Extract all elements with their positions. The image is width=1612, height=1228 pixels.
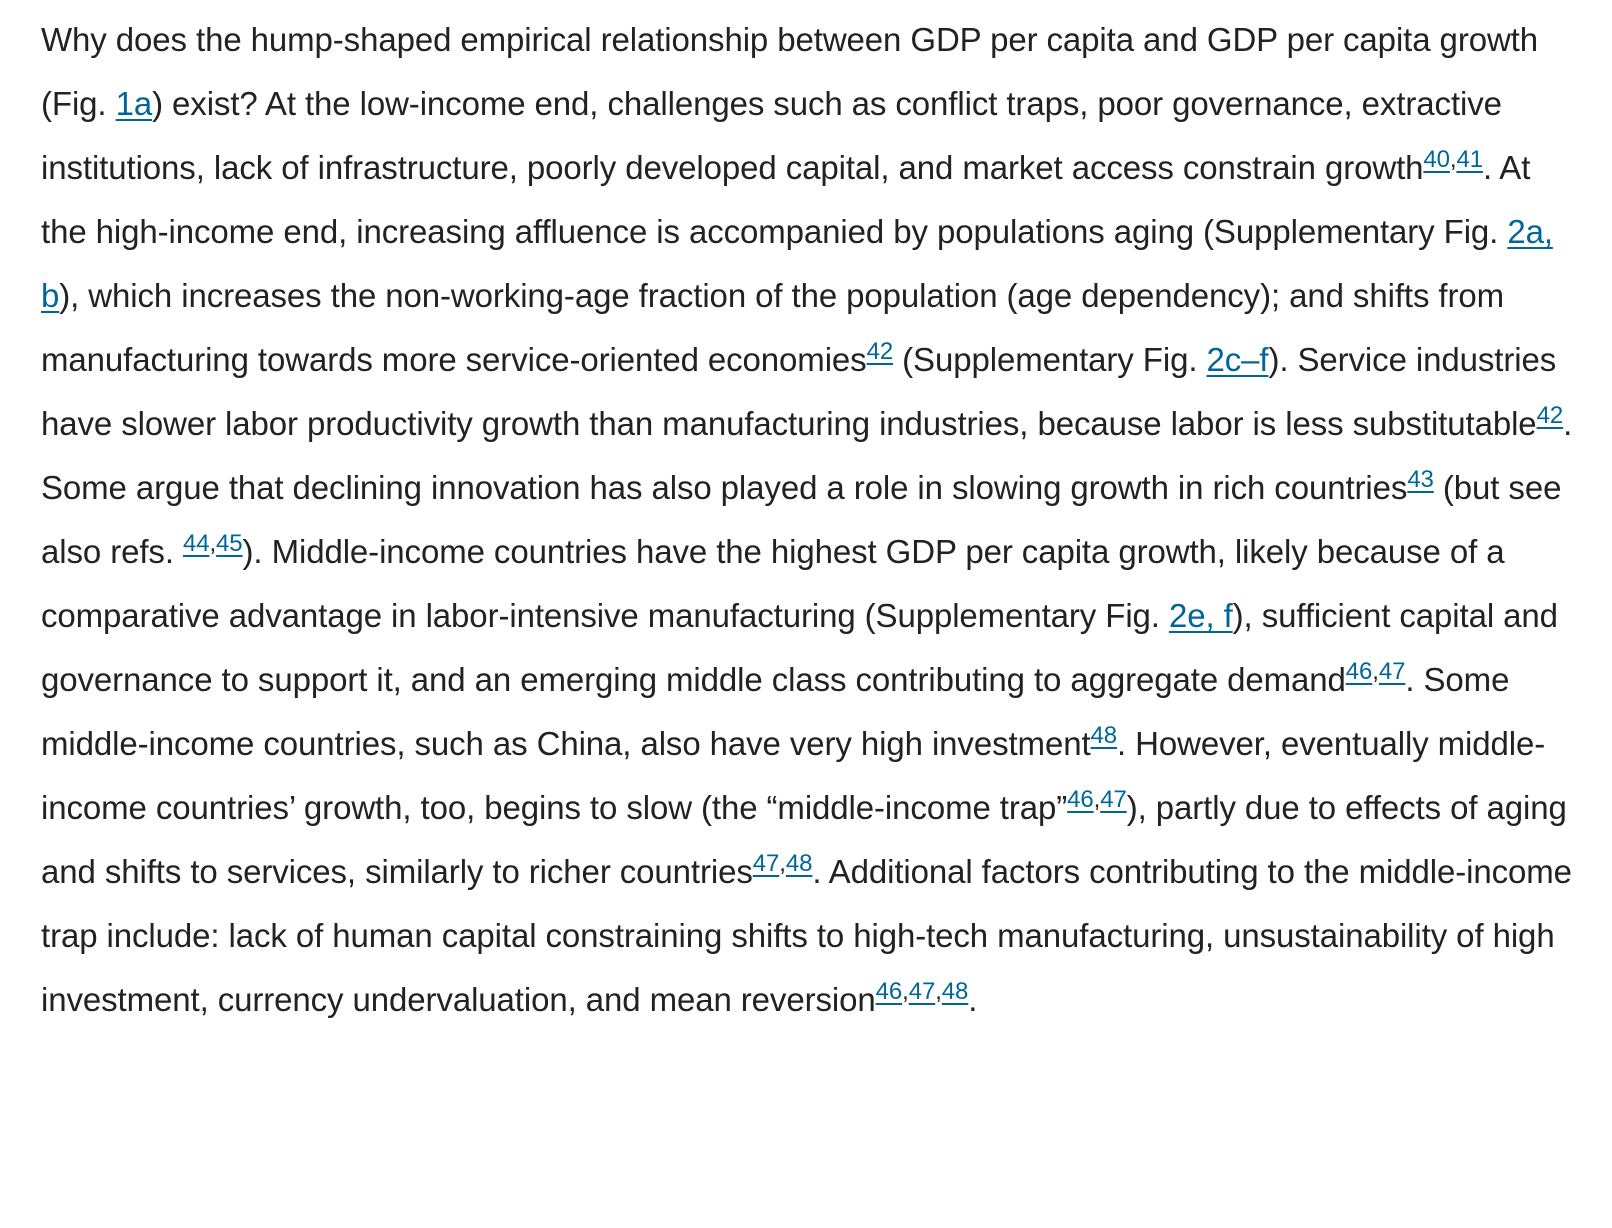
text-segment: Why does the hump-shaped empirical relationship between GDP per capita and GDP per capita growth (Fig. <box>41 21 1539 122</box>
ref-link-42[interactable]: 42 <box>1536 402 1564 429</box>
ref-link-46[interactable]: 46 <box>875 978 903 1005</box>
ref-separator: , <box>779 850 786 877</box>
ref-link-41[interactable]: 41 <box>1456 146 1483 173</box>
ref-link-40[interactable]: 40 <box>1423 146 1450 173</box>
ref-separator: , <box>1372 658 1379 685</box>
citation-group <box>753 850 813 877</box>
figure-link-1a[interactable]: 1a <box>115 85 153 122</box>
citation-group <box>1346 658 1406 685</box>
ref-link-48[interactable]: 48 <box>785 850 813 877</box>
ref-separator: , <box>935 978 942 1005</box>
ref-link-47[interactable]: 47 <box>752 850 780 877</box>
text-segment: ), partly due to effects of aging and shifts to services, similarly to richer countries <box>41 789 1567 890</box>
ref-link-47[interactable]: 47 <box>908 978 936 1005</box>
text-segment: . Additional factors contributing to the middle-income trap include: lack of human capital constraining shifts to high-tech manufacturing, unsustainability of high investment, currency undervaluation, and mean reversion <box>41 853 1572 1018</box>
text-segment: ). Service industries have slower labor productivity growth than manufacturing industries, because labor is less substitutable <box>41 341 1557 442</box>
citation-group <box>1091 722 1118 749</box>
ref-link-48[interactable]: 48 <box>1090 722 1118 749</box>
ref-link-46[interactable]: 46 <box>1345 658 1373 685</box>
text-segment: ) exist? At the low-income end, challenges such as conflict traps, poor governance, extractive institutions, lack of infrastructure, poorly developed capital, and market access constrain growth <box>41 85 1502 186</box>
ref-separator: , <box>209 530 217 557</box>
text-segment: ), sufficient capital and governance to support it, and an emerging middle class contributing to aggregate demand <box>41 597 1558 698</box>
ref-link-45[interactable]: 45 <box>216 530 243 557</box>
text-segment: . Some argue that declining innovation has also played a role in slowing growth in rich countries <box>41 405 1573 506</box>
figure-link-2cf[interactable]: 2c–f <box>1206 341 1269 378</box>
ref-link-47[interactable]: 47 <box>1100 786 1127 813</box>
citation-group <box>1407 466 1434 493</box>
figure-link-2ab[interactable]: 2a, b <box>41 213 1553 314</box>
text-segment: . However, eventually middle-income countries’ growth, too, begins to slow (the “middle-income trap” <box>41 725 1546 826</box>
citation-group <box>1423 146 1483 173</box>
ref-separator: , <box>902 978 909 1005</box>
ref-link-44[interactable]: 44 <box>182 530 210 557</box>
citation-group <box>1067 786 1127 813</box>
ref-separator: , <box>1093 786 1101 813</box>
citation-group <box>867 338 894 365</box>
ref-link-42[interactable]: 42 <box>866 338 894 365</box>
body-paragraph <box>41 8 1581 1032</box>
citation-group <box>1537 402 1564 429</box>
text-segment: (Supplementary Fig. <box>893 341 1207 378</box>
citation-group <box>876 978 969 1005</box>
ref-link-46[interactable]: 46 <box>1067 786 1094 813</box>
text-segment: ), which increases the non-working-age fraction of the population (age dependency); and shifts from manufacturing towards more service-oriented economies <box>41 277 1505 378</box>
ref-link-43[interactable]: 43 <box>1407 466 1434 493</box>
text-segment: (but see also refs. <box>41 469 1562 570</box>
text-segment: . <box>968 981 978 1018</box>
figure-link-2ef[interactable]: 2e, f <box>1168 597 1233 634</box>
citation-group <box>183 530 243 557</box>
ref-link-47[interactable]: 47 <box>1378 658 1406 685</box>
text-segment: ). Middle-income countries have the highest GDP per capita growth, likely because of a comparative advantage in labor-intensive manufacturing (Supplementary Fig. <box>41 533 1505 634</box>
text-segment: . At the high-income end, increasing affluence is accompanied by populations aging (Supplementary Fig. <box>41 149 1531 250</box>
text-segment: . Some middle-income countries, such as China, also have very high investment <box>41 661 1510 762</box>
article-body <box>41 8 1581 1032</box>
ref-link-48[interactable]: 48 <box>941 978 969 1005</box>
ref-separator: , <box>1449 146 1457 173</box>
